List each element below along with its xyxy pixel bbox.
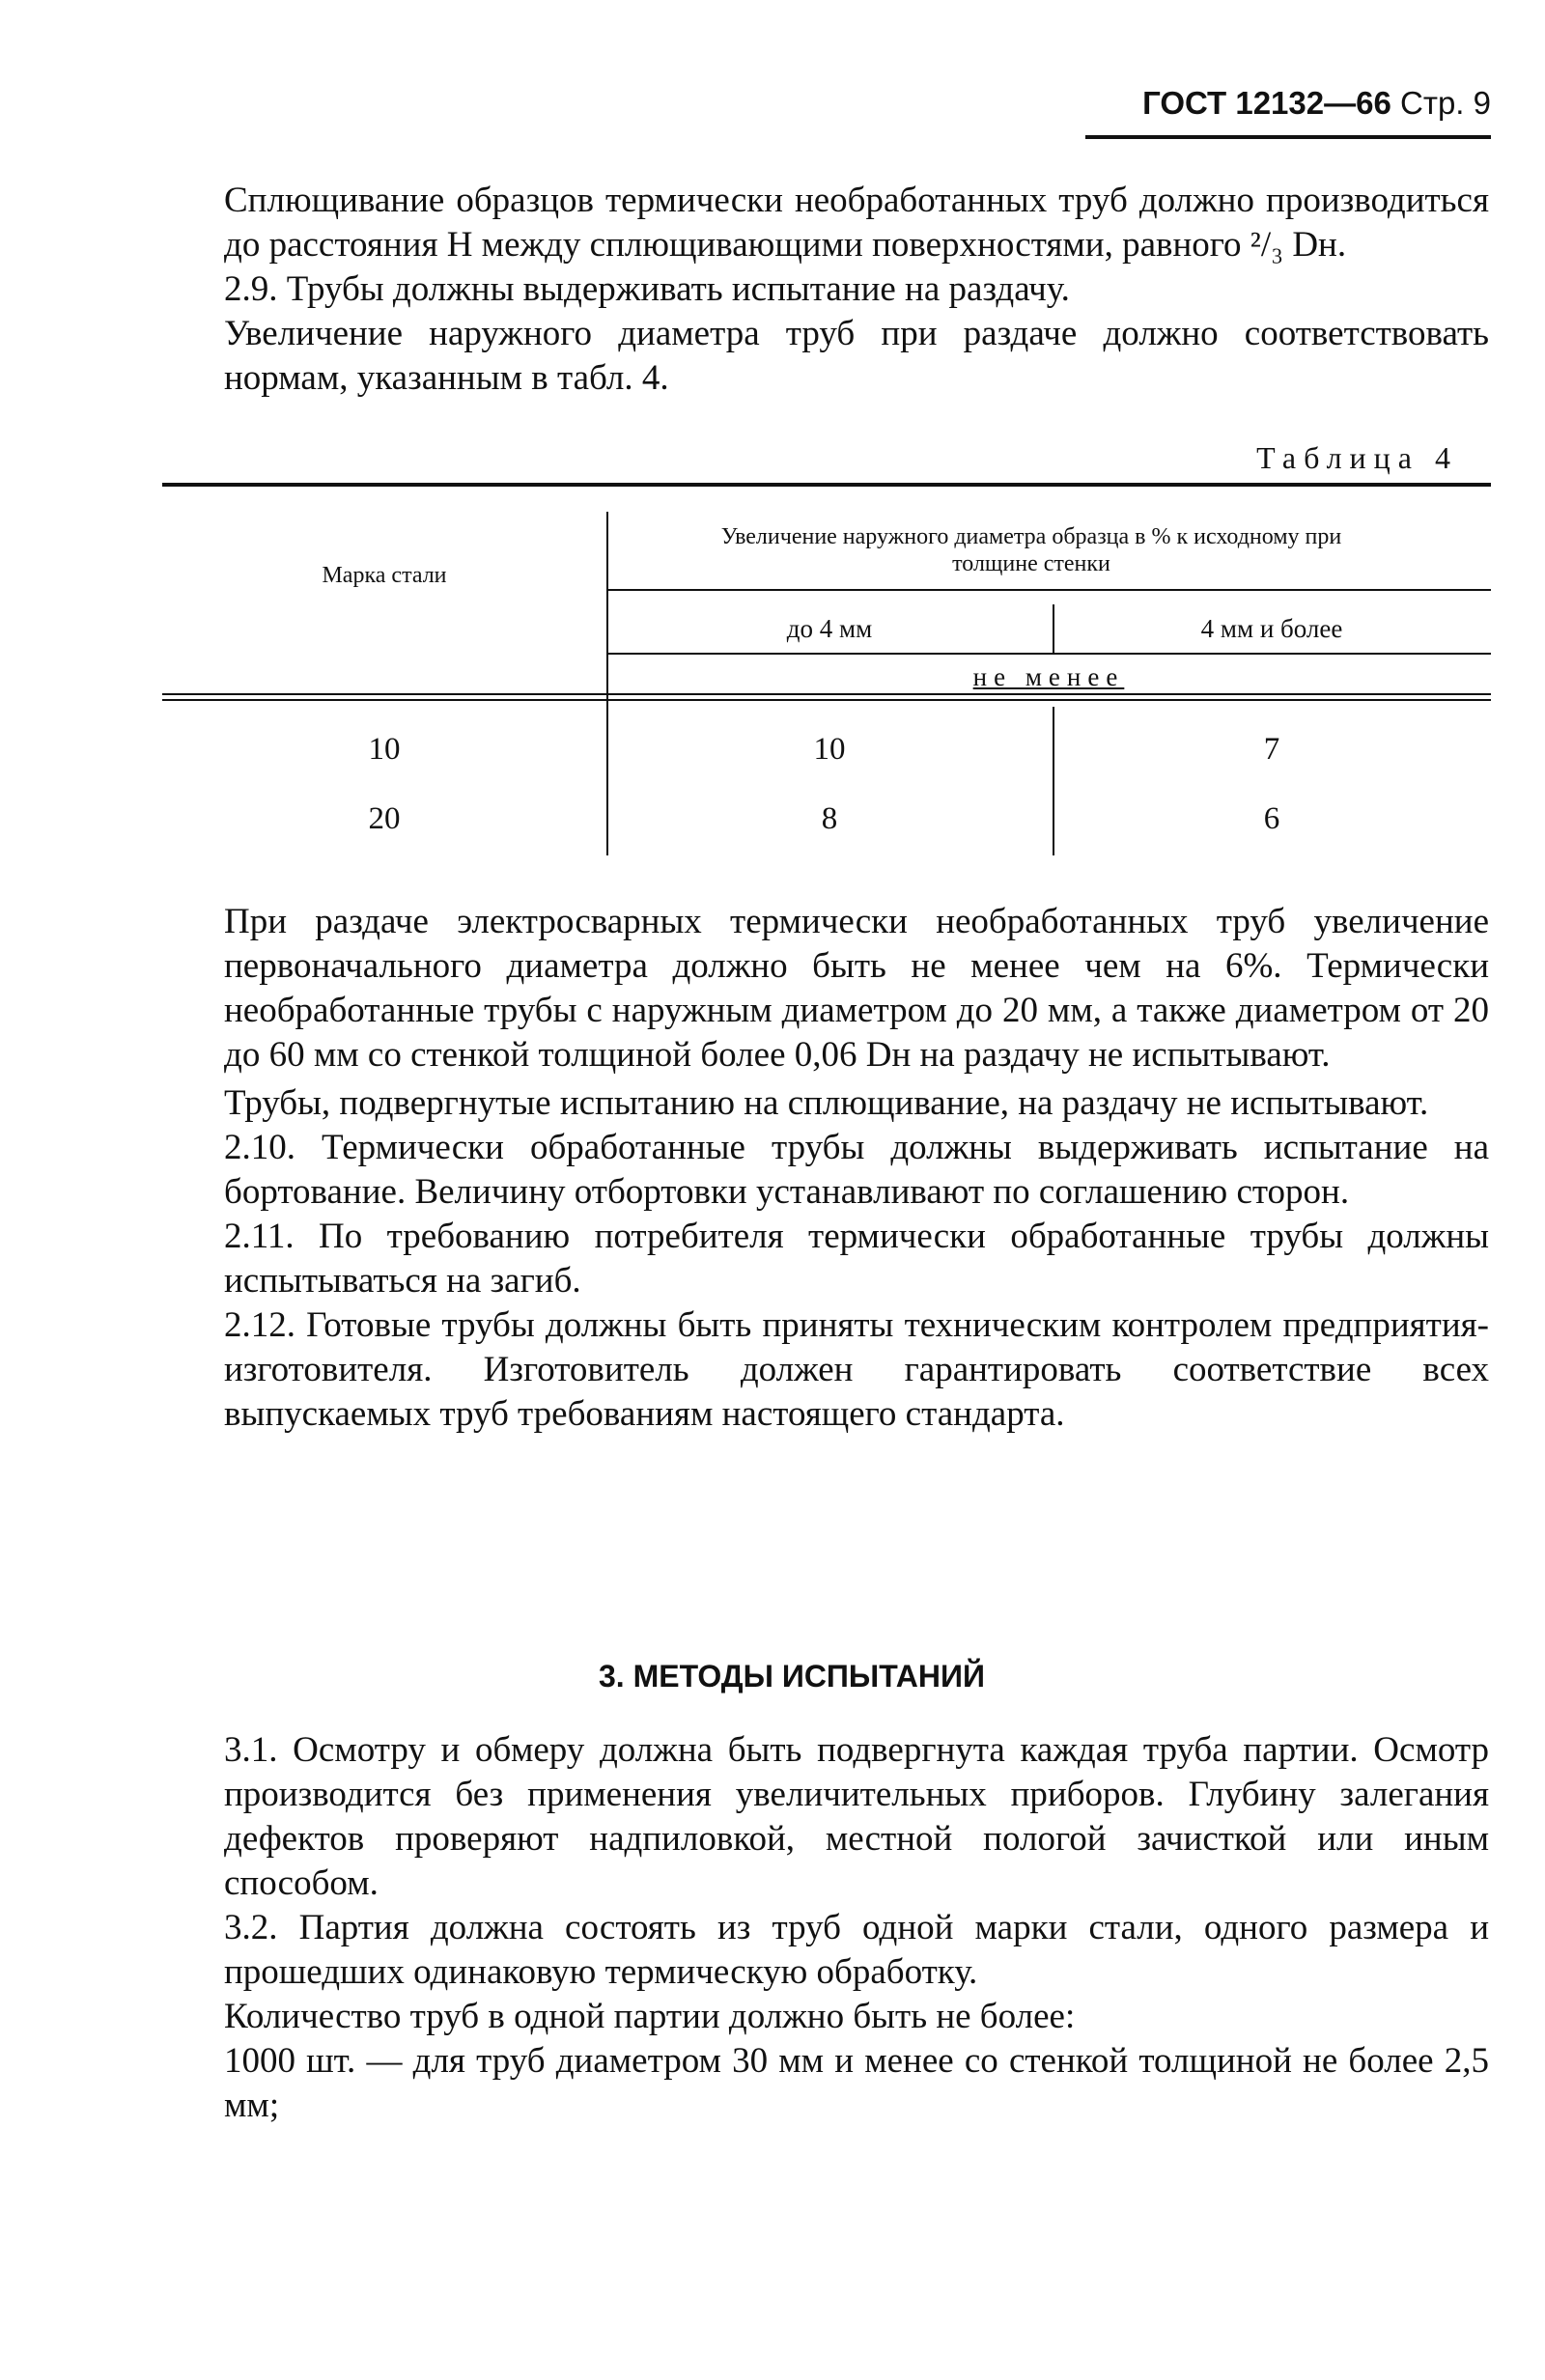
paragraph-flattening: Трубы, подвергнутые испытанию на сплющивание, на раздачу не испытывают. [224,1083,1429,1123]
table-caption: Таблица 4 [1256,440,1458,475]
col-header-steel: Марка стали [322,563,447,588]
row-2-steel: 20 [368,801,401,836]
clause-2-12: 2.12. Готовые трубы должны быть приняты техническим контролем предприятия-изготовителя. Изготовитель должен гарантировать соответствие всех выпускаемых труб требованиям настоящего стандарта. [224,1305,1489,1434]
row-1-b: 7 [1263,732,1280,767]
clause-2-10: 2.10. Термически обработанные трубы должны выдерживать испытание на бортование. Величину отбортовки устанавливают по соглашению сторон. [224,1128,1489,1212]
page-header [1085,85,1491,122]
col-header-group: Увеличение наружного диаметра образца в % к исходному при толщине стенки [720,524,1342,576]
clause-2-9: 2.9. Трубы должны выдерживать испытание на раздачу. [224,269,1070,309]
clause-3-1: 3.1. Осмотру и обмеру должна быть подвергнута каждая труба партии. Осмотр производится без применения увеличительных приборов. Глубину залегания дефектов проверяют надпиловкой, местной пологой зачисткой или иным способом. [224,1730,1489,1903]
row-1-a: 10 [813,732,846,767]
clause-3-2: 3.2. Партия должна состоять из труб одной марки стали, одного размера и прошедших одинаковую термическую обработку. [224,1908,1489,1992]
header-rule [1085,135,1491,139]
paragraph-electrowelded: При раздаче электросварных термически необработанных труб увеличение первоначального диаметра должно быть не менее чем на 6%. Термически необработанные трубы с наружным диаметром до 20 мм, а также диаметром от 20 до 60 мм со стенкой толщиной более 0,06 Dн на раздачу не испытывают. [224,902,1489,1075]
col-header-b: 4 мм и более [1200,614,1343,643]
col-header-a: до 4 мм [786,614,873,643]
section-3-title: 3. МЕТОДЫ ИСПЫТАНИЙ [599,1659,985,1694]
paragraph-1000-pcs: 1000 шт. — для труб диаметром 30 мм и менее со стенкой толщиной не более 2,5 мм; [224,2041,1489,2125]
table-head-rule-2 [162,699,1491,701]
intro-paragraph-1: Сплющивание образцов термически необработанных труб должно производиться до расстояния H между сплющивающими поверхностями, равного ²/₃ Dн. [224,181,1489,265]
table-top-rule [162,483,1491,487]
paragraph-quantity: Количество труб в одной партии должно быть не более: [224,1997,1076,2036]
standard-number: ГОСТ 12132—66 [1142,85,1391,121]
clause-2-11: 2.11. По требованию потребителя термически обработанные трубы должны испытываться на загиб. [224,1217,1489,1301]
table-4 [162,483,1491,857]
row-1-steel: 10 [368,732,401,767]
row-2-a: 8 [821,801,838,836]
col-header-note: не менее [972,662,1125,691]
table-head-rule [162,693,1491,695]
table-group-rule [606,589,1491,591]
row-2-b: 6 [1263,801,1280,836]
page-number: Стр. 9 [1400,85,1491,121]
intro-paragraph-3: Увеличение наружного диаметра труб при раздаче должно соответствовать нормам, указанным в табл. 4. [224,314,1489,398]
table-subhead-rule [606,653,1491,655]
after-table-text [224,900,1489,1437]
intro-text [224,179,1489,401]
section-3-text [224,1728,1489,2128]
